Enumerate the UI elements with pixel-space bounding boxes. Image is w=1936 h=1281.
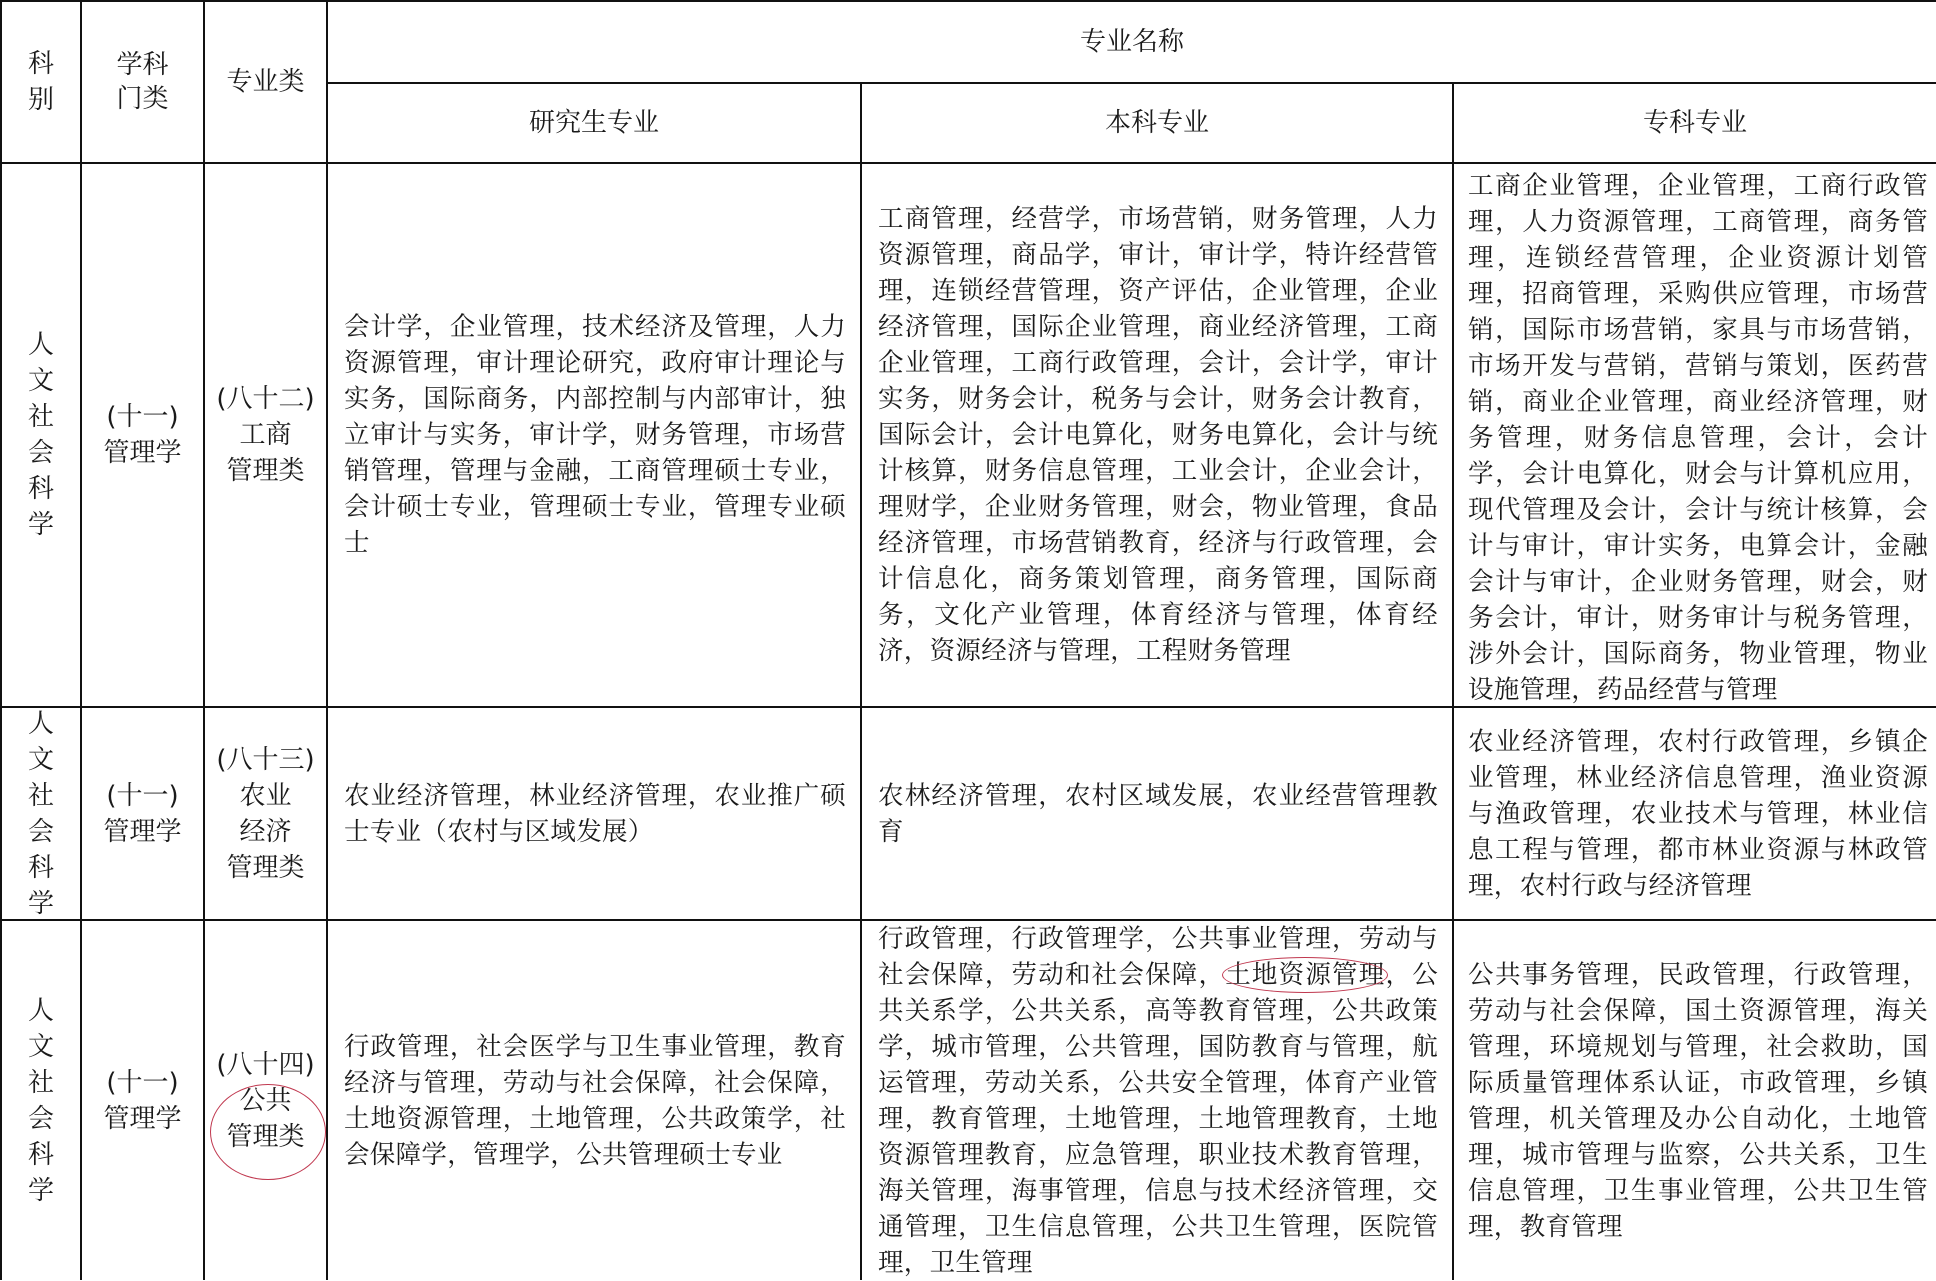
row2-lei-line1: 农业: [239, 780, 292, 811]
header-kebie: [0, 0, 82, 164]
row3-undergraduate-highlight: 土地资源管理: [1225, 960, 1386, 990]
row3-lei-line1: 公共: [239, 1085, 292, 1116]
row3-junior-college-text: 公共事务管理，民政管理，行政管理，劳动与社会保障，国土资源管理，海关管理，环境规划与管理，社会救助，国际质量管理体系认证，市政管理，乡镇管理，机关管理及办公自动化，土地管理，城市管理与监察，公共关系，卫生信息管理，卫生事业管理，公共卫生管理，教育管理: [1468, 959, 1928, 1242]
row3-undergraduate-after: ，公共关系学，公共关系，高等教育管理，公共政策学，城市管理，公共管理，国防教育与管理，航运管理，劳动关系，公共安全管理，体育产业管理，教育管理，土地管理，土地管理教育，土地资源管理教育，应急管理，职业技术教育管理，海关管理，海事管理，信息与技术经济管理，交通管理，卫生信息管理，公共卫生管理，医院管理，卫生管理: [878, 960, 1438, 1278]
row1-kebie: [0, 164, 82, 708]
header-kebie-label: 科别: [27, 49, 54, 115]
row1-menlei: [82, 164, 205, 708]
row3-graduate: [328, 921, 862, 1280]
row2-undergraduate: [862, 708, 1454, 921]
row3-undergraduate-text: [878, 921, 1438, 1281]
row3-undergraduate: [862, 921, 1454, 1280]
header-undergraduate: [862, 84, 1454, 164]
row2-menlei: [82, 708, 205, 921]
row1-menlei-code: (十一): [106, 402, 179, 432]
row3-graduate-text: 行政管理，社会医学与卫生事业管理，教育经济与管理，劳动与社会保障，社会保障，土地资源管理，土地管理，公共政策学，社会保障学，管理学，公共管理硕士专业: [344, 1031, 846, 1170]
header-graduate-label: 研究生专业: [528, 108, 659, 138]
row2-junior-college: [1454, 708, 1936, 921]
row2-junior-college-text: 农业经济管理，农村行政管理，乡镇企业管理，林业经济信息管理，渔业资源与渔政管理，农业技术与管理，林业信息工程与管理，都市林业资源与林政管理，农村行政与经济管理: [1468, 726, 1928, 901]
header-zhuanyelei-label: 专业类: [226, 67, 305, 97]
row3-kebie-text: 人文社会科学: [27, 995, 54, 1206]
row2-zhuanyelei: [205, 708, 328, 921]
row2-menlei-name: 管理学: [103, 816, 182, 847]
header-zhuanye-mingcheng-label: 专业名称: [1079, 27, 1184, 57]
row1-junior-college: [1454, 164, 1936, 708]
row3-menlei-code: (十一): [106, 1067, 179, 1098]
row1-graduate: [328, 164, 862, 708]
header-xueke-menlei-label: 学科门类: [116, 50, 169, 114]
row1-zhuanyelei: [205, 164, 328, 708]
row2-undergraduate-text: 农林经济管理，农村区域发展，农业经营管理教育: [878, 780, 1438, 847]
row3-menlei: [82, 921, 205, 1280]
row1-kebie-text: 人文社会科学: [27, 330, 54, 540]
row2-graduate: [328, 708, 862, 921]
row3-kebie: [0, 921, 82, 1280]
row3-zhuanyelei: [205, 921, 328, 1280]
row2-lei-line3: 管理类: [226, 852, 305, 883]
row1-graduate-text: 会计学，企业管理，技术经济及管理，人力资源管理，审计理论研究，政府审计理论与实务，国际商务，内部控制与内部审计，独立审计与实务，审计学，财务管理，市场营销管理，管理与金融，工商管理硕士专业，会计硕士专业，管理硕士专业，管理专业硕士: [344, 312, 846, 558]
row1-lei-line2: 管理类: [226, 456, 305, 486]
row2-lei-code: (八十三): [216, 744, 315, 775]
row1-undergraduate: [862, 164, 1454, 708]
row1-junior-college-text: 工商企业管理，企业管理，工商行政管理，人力资源管理，工商管理，商务管理，连锁经营管理，企业资源计划管理，招商管理，采购供应管理，市场营销，国际市场营销，家具与市场营销，市场开发与营销，营销与策划，医药营销，商业企业管理，商业经济管理，财务管理，财务信息管理，会计，会计学，会计电算化，财会与计算机应用，现代管理及会计，会计与统计核算，会计与审计，审计实务，电算会计，金融会计与审计，企业财务管理，财会，财务会计，审计，财务审计与税务管理，涉外会计，国际商务，物业管理，物业设施管理，药品经营与管理: [1468, 171, 1928, 705]
row1-menlei-name: 管理学: [103, 438, 182, 468]
header-xueke-menlei: [82, 0, 205, 164]
row3-junior-college: [1454, 921, 1936, 1280]
row1-lei-code: (八十二): [216, 384, 315, 414]
row2-menlei-code: (十一): [106, 780, 179, 811]
row2-lei-line2: 经济: [239, 816, 292, 847]
row2-graduate-text: 农业经济管理，林业经济管理，农业推广硕士专业（农村与区域发展）: [344, 780, 846, 847]
header-zhuanye-mingcheng: [328, 0, 1936, 84]
row1-lei-line1: 工商: [239, 420, 292, 450]
row2-kebie-text: 人文社会科学: [27, 708, 54, 919]
header-zhuanyelei: [205, 0, 328, 164]
row3-undergraduate-before: 行政管理，行政管理学，公共事业管理，劳动与社会保障，劳动和社会保障，: [878, 924, 1438, 990]
header-graduate: [328, 84, 862, 164]
header-junior-college: [1454, 84, 1936, 164]
row3-menlei-name: 管理学: [103, 1103, 182, 1134]
header-undergraduate-label: 本科专业: [1104, 108, 1209, 138]
row3-lei-code: (八十四): [216, 1049, 315, 1080]
header-junior-college-label: 专科专业: [1642, 108, 1747, 138]
row1-undergraduate-text: 工商管理，经营学，市场营销，财务管理，人力资源管理，商品学，审计，审计学，特许经营管理，连锁经营管理，资产评估，企业管理，企业经济管理，国际企业管理，商业经济管理，工商企业管理，工商行政管理，会计，会计学，审计实务，财务会计，税务与会计，财务会计教育，国际会计，会计电算化，财务电算化，会计与统计核算，财务信息管理，工业会计，企业会计，理财学，企业财务管理，财会，物业管理，食品经济管理，市场营销教育，经济与行政管理，会计信息化，商务策划管理，商务管理，国际商务，文化产业管理，体育经济与管理，体育经济，资源经济与管理，工程财务管理: [878, 204, 1438, 666]
row3-lei-line2: 管理类: [226, 1121, 305, 1152]
row2-kebie: [0, 708, 82, 921]
